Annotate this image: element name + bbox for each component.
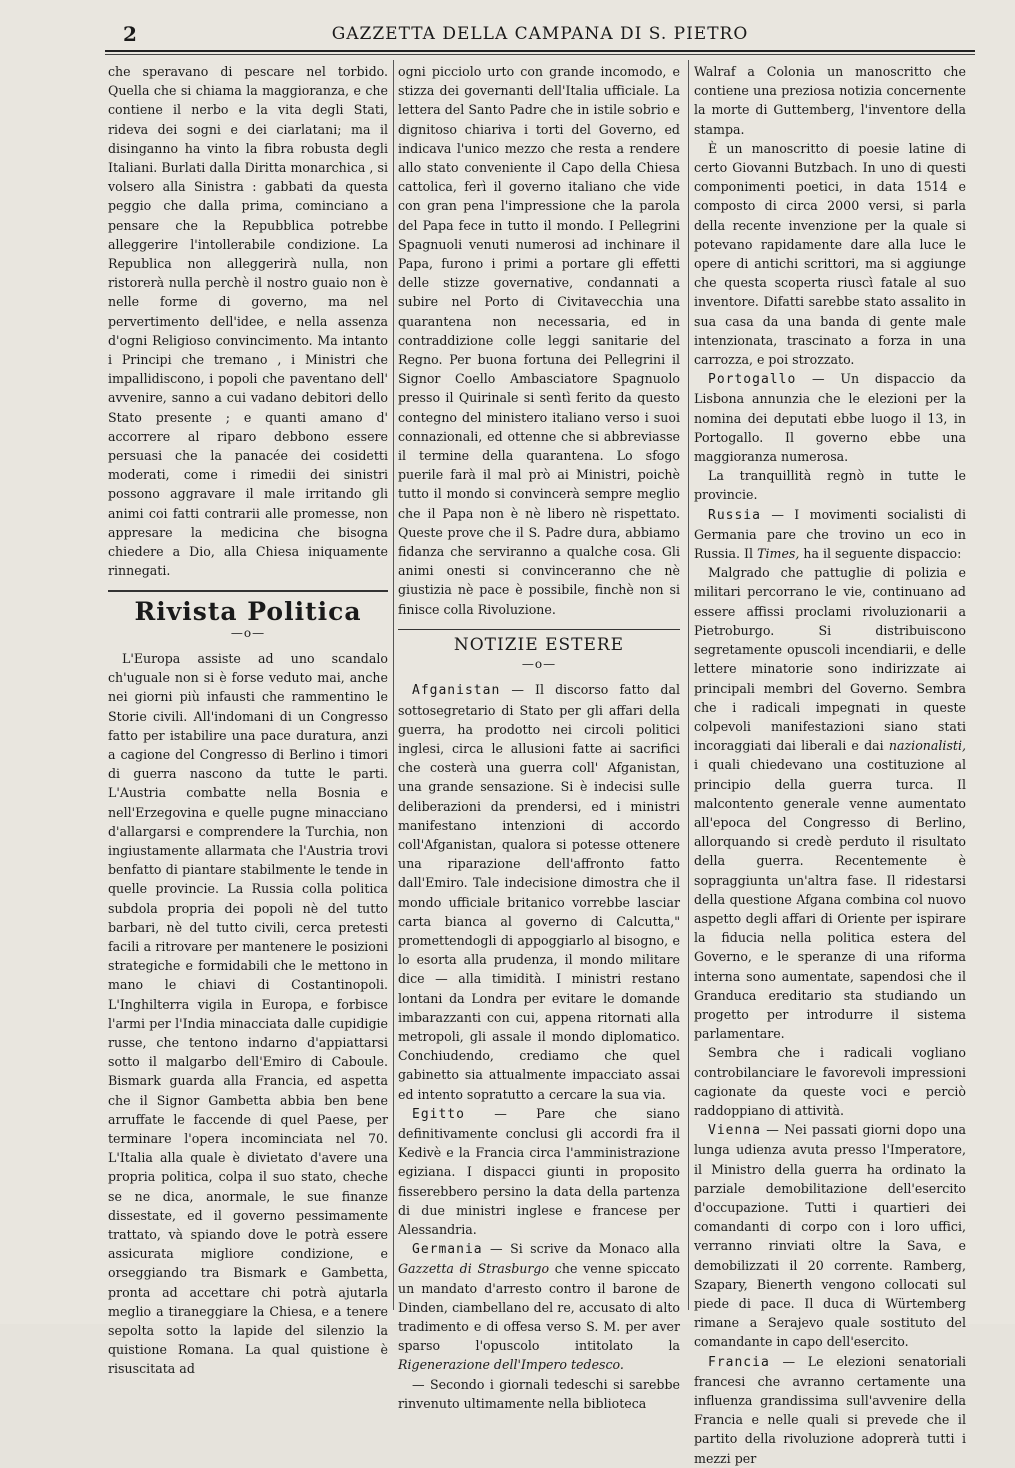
news-text: che venne spiccato un mandato d'arresto contro il barone de Dinden, ciambellano del re, accusato di alto tradimento e di offesa verso S. M. per aver sparso l'opuscolo intitolato la: [398, 1261, 680, 1354]
news-keyword: Egitto: [412, 1106, 465, 1122]
news-keyword: Russia: [708, 507, 761, 523]
news-vienna: [694, 1120, 966, 1351]
section-ornament: —o—: [521, 657, 557, 672]
col3-paragraph: È un manoscritto di poesie latine di certo Giovanni Butzbach. In uno di questi componimenti poetici, in data 1514 e composto di circa 2000 versi, si parla della recente invenzione per la quale si potevano rapidamente dare alla luce le opere di antichi scrittori, ma si aggiunge che questa scoperta riuscì fatale al suo inventore. Difatti sarebbe stato assalito in sua casa da una banda di gente male intenzionata, trascinato a forza in una carrozza, e poi strozzato.: [694, 140, 966, 368]
news-egitto: [398, 1104, 680, 1239]
news-text: Malgrado che pattuglie di polizia e militari percorrano le vie, continuano ad essere affissi proclami rivoluzionarii a Pietroburgo. Si distribuiscono segretamente opuscoli incendiarii, e delle lettere minatorie sono indirizzate ai principali membri del Governo. Sembra che i radicali impegnati in queste colpevoli manifestazioni siano stati incoraggiati dai liberali e dai: [694, 565, 966, 754]
news-italic: Times,: [757, 546, 800, 562]
news-text: — Si scrive da Monaco alla: [482, 1241, 680, 1257]
column-3: [694, 62, 966, 1468]
section-rule: [398, 629, 680, 630]
page-header: [105, 22, 975, 48]
news-italic: nazionalisti,: [888, 738, 966, 754]
column-divider-2: [688, 60, 689, 1310]
news-text: — I movimenti socialisti di Germania pare che trovino un eco in Russia. Il: [694, 506, 966, 562]
notizie-estere-title: NOTIZIE ESTERE: [453, 634, 625, 655]
news-text: — Le elezioni senatoriali francesi che avranno certamente una influenza grandissima sull'avvenire della Francia e nelle quali si prevede che il partito della rivoluzione adoprerà tutti i mezzi per: [694, 1353, 966, 1466]
news-francia: [694, 1352, 966, 1468]
news-keyword: Francia: [708, 1354, 770, 1370]
news-keyword: Vienna: [708, 1123, 761, 1139]
masthead: GAZZETTA DELLA CAMPANA DI S. PIETRO: [331, 24, 749, 44]
news-keyword: Germania: [412, 1242, 483, 1258]
news-text: ha il seguente dispaccio:: [799, 546, 962, 562]
column-1: [108, 62, 388, 1379]
news-italic: Rigenerazione dell'Impero tedesco.: [398, 1357, 624, 1373]
column-2: [398, 62, 680, 1413]
page-number: 2: [123, 22, 137, 46]
news-germania: [398, 1239, 680, 1374]
news-text: i quali chiedevano una costituzione al principio della guerra turca. Il malcontento generale venne aumentato all'epoca del Congresso di Berlino, allorquando si credè perduto il risultato della guerra. Recentemente è sopraggiunta un'altra fase. Il ridestarsi della questione Afgana combina col nuovo aspetto degli affari di Oriente per ispirare la fiducia nella politica estera del Governo, e le speranze di una riforma interna sono aumentate, sapendosi che il Granduca ereditario sta studiando un progetto per introdurre il sistema parlamentare.: [694, 757, 966, 1042]
news-text: — Un dispaccio da Lisbona annunzia che le elezioni per la nomina dei deputati ebbe luogo il 13, in Portogallo. Il governo ebbe una maggioranza numerosa.: [694, 371, 966, 465]
header-rule: [105, 50, 975, 55]
news-keyword: Afganistan: [412, 683, 501, 699]
news-afganistan: [398, 680, 680, 1103]
column-divider-1: [393, 60, 394, 1310]
news-text: — Il discorso fatto dal sottosegretario di Stato per gli affari della guerra, ha prodotto nei circoli politici inglesi, circa le allusioni fatte ai sacrifici che costerà una guerra coll' Afganistan, una grande sensazione. Si è indecisi sulle deliberazioni da prendersi, ed i ministri manifestano intenzioni di accordo coll'Afganistan, qualora si potesse ottenere una riparazione dell'affronto fatto dall'Emiro. Tale indecisione dimostra che il mondo ufficiale britanico vorrebbe lasciar carta bianca al governo di Calcutta," promettendogli di appoggiarlo al bisogno, e lo esorta alla prudenza, il mondo militare dice — alla timidità. I ministri restano lontani da Londra per evitare le domande imbarazzanti con cui, appena ritornati alla metropoli, gli assale il mondo diplomatico. Conchiudendo, crediamo che quel gabinetto sia attualmente impacciato assai ed intento sopratutto a cercare la sua via.: [398, 682, 680, 1102]
news-germania-2: — Secondo i giornali tedeschi si sarebbe rinvenuto ultimamente nella biblioteca: [398, 1376, 680, 1411]
section-ornament: —o—: [230, 625, 266, 640]
news-text: — Nei passati giorni dopo una lunga udienza avuta presso l'Imperatore, il Ministro della guerra ha ordinato la parziale demobilitazione dell'esercito d'occupazione. Tutti i quartieri dei comandanti di corpo con i loro uffici, verranno rinviati oltre la Sava, e demobilizzati il 20 corrente. Ramberg, Szapary, Bienerth vengono collocati sul piede di pace. Il duca di Würtemberg rimane a Serajevo quale sostituto del comandante in capo dell'esercito.: [694, 1122, 966, 1350]
col3-paragraph: Sembra che i radicali vogliano controbilanciare le favorevoli impressioni cagionate da queste voci e perciò raddoppiano di attività.: [694, 1045, 966, 1118]
section-rule: [108, 590, 388, 592]
col1-intro-paragraph: che speravano di pescare nel torbido. Quella che si chiama la maggioranza, e che contiene il nerbo e la vita degli Stati, rideva dei sogni e dei ciarlatani; ma il disinganno ha vinto la fibra robusta degli Italiani. Burlati dalla Diritta monarchica , si volsero alla Sinistra : gabbati da questa peggio che dalla prima, cominciano a pensare che la Repubblica potrebbe alleggerire l'intollerabile condizione. La Republica non alleggerirà nulla, non ristorerà nulla perchè il nostro guaio non è nelle forme di governo, ma nel pervertimento dell'idee, e nella assenza d'ogni Religioso convincimento. Ma intanto i Principi che tremano , i Ministri che impallidiscono, i popoli che paventano dell' avvenire, sanno a cui vadano debitori dello Stato presente ; e quanti amano d' accorrere al riparo debbono essere persuasi che la panacée dei cosidetti moderati, come i rimedii dei sinistri possono aggravare il male irritando gli animi coi fatti contrarii alle promesse, non appresare la medicina che bisogna chiedere a Dio, alla Chiesa iniquamente rinnegati.: [108, 64, 388, 579]
col3-paragraph: La tranquillità regnò in tutte le provincie.: [694, 468, 966, 503]
news-keyword: Portogallo: [708, 372, 797, 388]
news-portogallo: [694, 369, 966, 466]
col3-paragraph: Walraf a Colonia un manoscritto che contiene una preziosa notizia concernente la morte di Guttemberg, l'inventore della stampa.: [694, 64, 966, 137]
rivista-politica-title: Rivista Politica: [134, 597, 362, 627]
news-italic: Gazzetta di Strasburgo: [398, 1261, 550, 1277]
news-text: — Pare che siano definitivamente conclusi gli accordi fra il Kedivè e la Francia circa l'amministrazione egiziana. I dispacci giunti in proposito fisserebbero persino la data della partenza di due ministri inglese e francese per Alessandria.: [398, 1105, 680, 1237]
col3-paragraph: [694, 563, 966, 1043]
rivista-politica-body: L'Europa assiste ad uno scandalo ch'uguale non si è forse veduto mai, anche nei giorni più infausti che rammentino le Storie civili. All'indomani di un Congresso fatto per istabilire una pace duratura, anzi a cagione del Congresso di Berlino i timori di guerra nascono da tutte le parti. L'Austria combatte nella Bosnia e nell'Erzegovina e quelle pugne minacciano d'allargarsi e comprendere la Turchia, non ingiustamente allarmata che l'Austria trovi benfatto di piantare stabilmente le tende in quelle provincie. La Russia colla politica subdola propria dei popoli nè del tutto barbari, nè del tutto civili, cerca pretesti facili a ritrovare per mantenere le posizioni strategiche e formidabili che le mettono in mano le chiavi di Costantinopoli. L'Inghilterra vigila in Europa, e forbisce l'armi per l'India minacciata dalle cupidigie russe, che tentono indarno d'appiattarsi sotto il malgarbo dell'Emiro di Caboule. Bismark guarda alla Francia, ed aspetta che il Signor Gambetta abbia ben bene arruffate le faccende di quel Paese, per terminare l'opera incominciata nel 70. L'Italia alla quale è divietato d'avere una propria politica, colpa il suo stato, cheche se ne dica, anormale, le sue finanze dissestate, ed il governo pessimamente trattato, và spiando dove le potrà essere assicurata migliore condizione, e orseggiando tra Bismark e Gambetta, pronta ad accettare chi potrà ajutarla meglio a tiraneggiare la Chiesa, e a tenere sepolta sotto la lapide del silenzio la quistione Romana. La qual quistione è risuscitata ad: [108, 650, 388, 1377]
col2-intro-paragraph: ogni picciolo urto con grande incomodo, e stizza dei governanti dell'Italia ufficiale. La lettera del Santo Padre che in istile sobrio e dignitoso chiariva i torti del Governo, ed indicava l'unico mezzo che resta a rendere allo stato conveniente il Capo della Chiesa cattolica, ferì il governo italiano che vide con gran pena l'impressione che la parola del Papa fece in tutto il mondo. I Pellegrini Spagnuoli venuti numerosi ad inchinare il Papa, furono i primi a portare gli effetti delle stizze governative, condannati a subire nel Porto di Civitavecchia una quarantena non necessaria, ed in contraddizione colle leggi sanitarie del Regno. Per buona fortuna dei Pellegrini il Signor Coello Ambasciatore Spagnuolo presso il Quirinale si sentì ferito da questo contegno del ministero italiano verso i suoi connazionali, ed ottenne che si abbreviasse il termine della quarantena. Lo sfogo puerile farà il mal prò ai Ministri, poichè tutto il mondo si convincerà sempre meglio che il Papa non è nè libero nè rispettato. Queste prove che il S. Padre dura, abbiamo fidanza che serviranno a qualche cosa. Gli animi onesti si convinceranno che nè giustizia nè pace è possibile, finchè non si finisce colla Rivoluzione.: [398, 64, 680, 617]
news-russia: [694, 505, 966, 564]
